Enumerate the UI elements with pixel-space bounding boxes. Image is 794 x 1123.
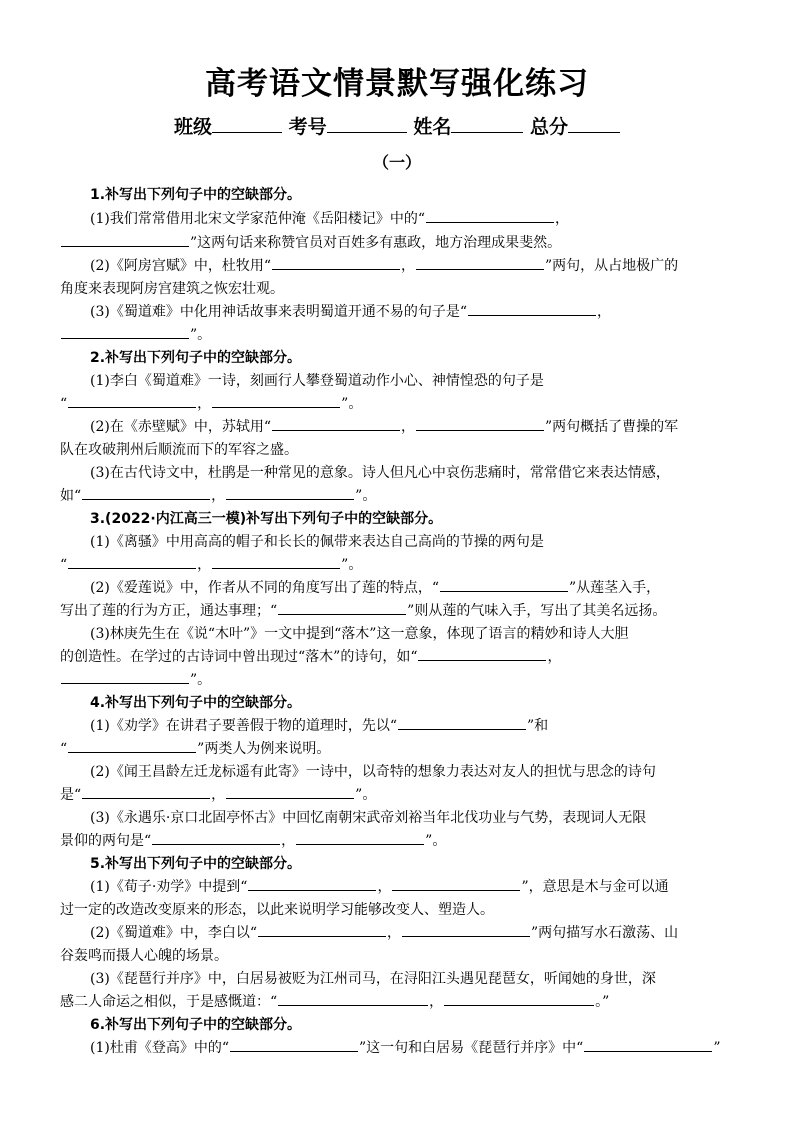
answer-blank[interactable] xyxy=(440,578,568,592)
answer-blank[interactable] xyxy=(398,716,526,730)
text-line xyxy=(90,578,660,598)
text: (1)杜甫《登高》中的“ xyxy=(90,1040,229,1056)
text-line xyxy=(90,256,678,276)
text: ”。 xyxy=(190,672,212,688)
text: (1)《离骚》中用高高的帽子和长长的佩带来表达自己高尚的节操的两句是 xyxy=(90,534,544,550)
text: ”。 xyxy=(341,557,363,573)
text-line xyxy=(90,969,656,989)
text: (2)《阿房宫赋》中，杜牧用“ xyxy=(90,258,271,274)
name-label: 姓名 xyxy=(413,116,452,138)
text: 。” xyxy=(595,994,610,1010)
text: ， xyxy=(387,925,401,941)
answer-blank[interactable] xyxy=(418,647,546,661)
text: ”两类人为例来说明。 xyxy=(197,741,331,757)
text-line xyxy=(60,555,362,575)
text: (1)我们常常借用北宋文学家范仲淹《岳阳楼记》中的“ xyxy=(90,211,425,227)
text: “ xyxy=(60,557,68,573)
question-1-title: 1.补写出下列句子中的空缺部分。 xyxy=(90,187,302,203)
text: ”这一句和白居易《琵琶行并序》中“ xyxy=(359,1040,584,1056)
text-line xyxy=(60,785,376,805)
text-line xyxy=(90,762,656,782)
text: 角度来表现阿房宫建筑之恢宏壮观。 xyxy=(60,281,284,297)
text: “ xyxy=(60,741,68,757)
answer-blank[interactable] xyxy=(416,256,544,270)
text: ”。 xyxy=(355,787,377,803)
text: (1)《荀子·劝学》中提到“ xyxy=(90,879,248,895)
text-line xyxy=(90,209,569,229)
answer-blank[interactable] xyxy=(68,555,196,569)
text: ， xyxy=(281,833,296,849)
answer-blank[interactable] xyxy=(68,394,196,408)
text-line xyxy=(60,325,211,345)
text: (3)在古代诗文中，杜鹃是一种常见的意象。诗人但凡心中哀伤悲痛时，常常借它来表达情感， xyxy=(90,465,670,481)
text: ”两句描写水石激荡、山 xyxy=(531,925,679,941)
exam-no-blank[interactable] xyxy=(327,114,407,133)
text-line xyxy=(90,532,544,552)
text: ”和 xyxy=(527,718,549,734)
text-line xyxy=(60,279,284,299)
text-line xyxy=(90,463,670,483)
text-line xyxy=(60,946,228,966)
text-line xyxy=(60,992,609,1012)
text: ， xyxy=(197,557,212,573)
text: ”，意思是木与金可以通 xyxy=(521,879,669,895)
answer-blank[interactable] xyxy=(61,670,189,684)
text-line xyxy=(60,233,561,253)
question-heading xyxy=(90,854,301,874)
class-blank[interactable] xyxy=(212,114,282,133)
answer-blank[interactable] xyxy=(392,877,520,891)
answer-blank[interactable] xyxy=(584,1038,712,1052)
text: 谷轰鸣而摄人心魄的场景。 xyxy=(60,948,228,964)
text-line xyxy=(90,808,646,828)
text-line xyxy=(60,647,561,667)
question-heading xyxy=(90,509,442,529)
answer-blank[interactable] xyxy=(258,923,386,937)
answer-blank[interactable] xyxy=(82,486,210,500)
question-heading xyxy=(90,185,301,205)
text: ”这两句话来称赞官员对百姓多有惠政，地方治理成果斐然。 xyxy=(190,235,562,251)
question-4-title: 4.补写出下列句子中的空缺部分。 xyxy=(90,695,302,711)
text-line xyxy=(60,601,666,621)
text-line xyxy=(90,716,548,736)
text: 写出了莲的行为方正，通达事理；“ xyxy=(60,603,278,619)
text: ”两句，从占地极广的 xyxy=(545,258,679,274)
question-5-title: 5.补写出下列句子中的空缺部分。 xyxy=(90,856,302,872)
text: ， xyxy=(401,258,415,274)
answer-blank[interactable] xyxy=(248,877,376,891)
text: 队在攻破荆州后顺流而下的军容之盛。 xyxy=(60,442,298,458)
text: (3)《蜀道难》中化用神话故事来表明蜀道开通不易的句子是“ xyxy=(90,304,467,320)
answer-blank[interactable] xyxy=(402,923,530,937)
answer-blank[interactable] xyxy=(230,1038,358,1052)
text-line xyxy=(90,624,628,644)
student-info-row xyxy=(0,112,794,139)
text: (2)《闻王昌龄左迁龙标遥有此寄》一诗中，以奇特的想象力表达对友人的担忧与思念的诗句 xyxy=(90,764,656,780)
answer-blank[interactable] xyxy=(61,233,189,247)
text: ， xyxy=(211,488,226,504)
text: ， xyxy=(401,419,415,435)
answer-blank[interactable] xyxy=(68,739,196,753)
text: ”两句概括了曹操的军 xyxy=(545,419,679,435)
text: 的创造性。在学过的古诗词中曾出现过“落木”的诗句，如“ xyxy=(60,649,418,665)
text: (2)《蜀道难》中，李白以“ xyxy=(90,925,257,941)
class-label: 班级 xyxy=(174,116,213,138)
question-heading xyxy=(90,693,301,713)
answer-blank[interactable] xyxy=(278,601,406,615)
text: (1)《劝学》在讲君子要善假于物的道理时，先以“ xyxy=(90,718,397,734)
text: (1)李白《蜀道难》一诗，刻画行人攀登蜀道动作小心、神情惶恐的句子是 xyxy=(90,373,544,389)
text: ， xyxy=(547,649,562,665)
text: ”则从莲的气味入手，写出了其美名远扬。 xyxy=(407,603,667,619)
name-blank[interactable] xyxy=(451,114,523,133)
answer-blank[interactable] xyxy=(278,992,428,1006)
answer-blank[interactable] xyxy=(426,209,554,223)
text: ， xyxy=(555,211,569,227)
section-heading: （一） xyxy=(372,153,421,172)
text-line xyxy=(90,371,544,391)
text: (2)《爱莲说》中，作者从不同的角度写出了莲的特点，“ xyxy=(90,580,439,596)
text-line xyxy=(60,831,446,851)
answer-blank[interactable] xyxy=(212,555,340,569)
text: ”从莲茎入手， xyxy=(569,580,661,596)
text-line xyxy=(60,670,211,690)
text: ” xyxy=(713,1040,721,1056)
question-heading xyxy=(90,1015,301,1035)
text-line xyxy=(60,486,376,506)
answer-blank[interactable] xyxy=(272,417,400,431)
text-line xyxy=(90,1038,721,1058)
text: ”。 xyxy=(425,833,447,849)
score-label: 总分 xyxy=(529,116,568,138)
answer-blank[interactable] xyxy=(468,302,596,316)
answer-blank[interactable] xyxy=(416,417,544,431)
text: ”。 xyxy=(355,488,377,504)
text-line xyxy=(60,440,298,460)
text-line xyxy=(90,923,678,943)
answer-blank[interactable] xyxy=(61,325,189,339)
text: “ xyxy=(60,396,68,412)
text-line xyxy=(90,417,678,437)
answer-blank[interactable] xyxy=(212,394,340,408)
text: ， xyxy=(197,396,212,412)
text: 景仰的两句是“ xyxy=(60,833,152,849)
text: ， xyxy=(211,787,226,803)
text: ， xyxy=(429,994,444,1010)
worksheet-title: 高考语文情景默写强化练习 xyxy=(205,66,589,102)
score-blank[interactable] xyxy=(568,114,620,133)
text: (3)《永遇乐·京口北固亭怀古》中回忆南朝宋武帝刘裕当年北伐功业与气势，表现词人无限 xyxy=(90,810,647,826)
text-line xyxy=(90,302,611,322)
exam-no-label: 考号 xyxy=(288,116,327,138)
question-3-title: 3.(2022·内江高三一模)补写出下列句子中的空缺部分。 xyxy=(90,511,443,527)
answer-blank[interactable] xyxy=(226,785,354,799)
text: 是“ xyxy=(60,787,82,803)
text: ， xyxy=(597,304,611,320)
question-heading xyxy=(90,348,301,368)
text: 如“ xyxy=(60,488,82,504)
question-2-title: 2.补写出下列句子中的空缺部分。 xyxy=(90,350,302,366)
text: 过一定的改造改变原来的形态，以此来说明学习能够改变人、塑造人。 xyxy=(60,902,494,918)
text-line xyxy=(90,877,669,897)
answer-blank[interactable] xyxy=(296,831,424,845)
text-line xyxy=(60,739,330,759)
question-6-title: 6.补写出下列句子中的空缺部分。 xyxy=(90,1017,302,1033)
text-line xyxy=(60,900,494,920)
text: (3)林庚先生在《说“木叶”》一文中提到“落木”这一意象，体现了语言的精妙和诗人大胆 xyxy=(90,626,629,642)
text: (3)《琵琶行并序》中，白居易被贬为江州司马，在浔阳江头遇见琵琶女，听闻她的身世，深 xyxy=(90,971,656,987)
answer-blank[interactable] xyxy=(444,992,594,1006)
text: ”。 xyxy=(190,327,212,343)
text: (2)在《赤壁赋》中，苏轼用“ xyxy=(90,419,271,435)
answer-blank[interactable] xyxy=(82,785,210,799)
answer-blank[interactable] xyxy=(152,831,280,845)
text: ”。 xyxy=(341,396,363,412)
text: 感二人命运之相似，于是感慨道：“ xyxy=(60,994,278,1010)
answer-blank[interactable] xyxy=(226,486,354,500)
answer-blank[interactable] xyxy=(272,256,400,270)
text-line xyxy=(60,394,362,414)
text: ， xyxy=(377,879,392,895)
